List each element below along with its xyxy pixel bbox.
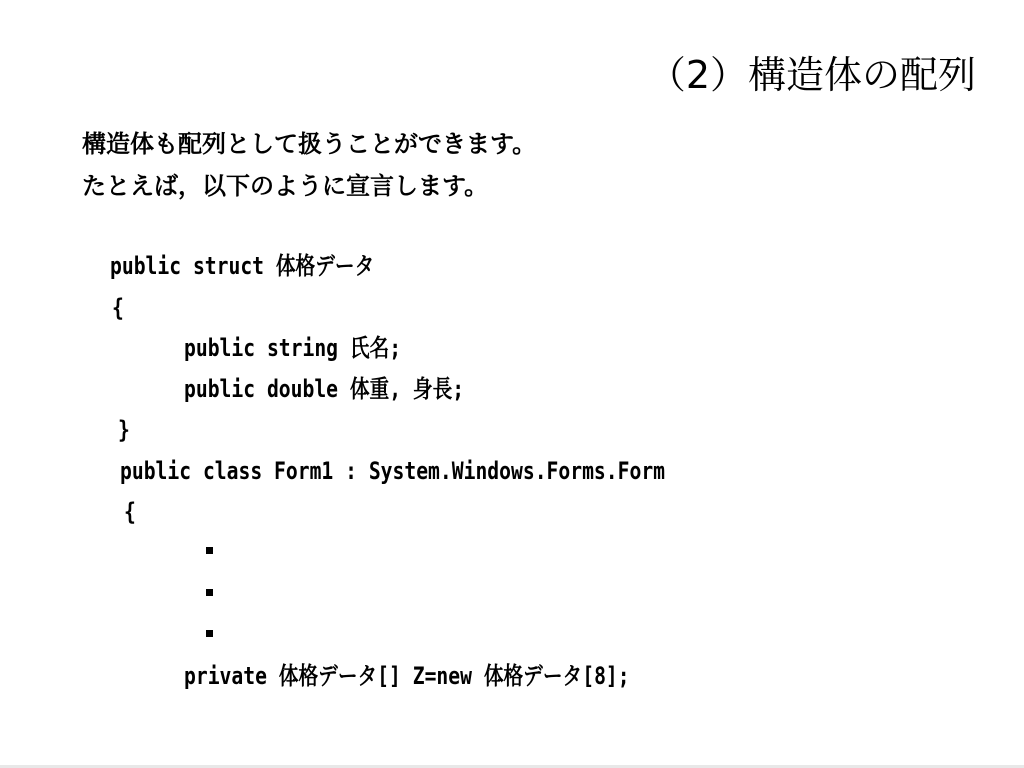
code-field-name: public string 氏名; bbox=[184, 334, 402, 362]
code-struct-declaration: public struct 体格データ bbox=[110, 252, 375, 280]
code-field-weight-height: public double 体重, 身長; bbox=[184, 375, 465, 403]
ellipsis-dot-1 bbox=[206, 547, 213, 554]
code-class-open-brace: { bbox=[124, 498, 136, 526]
ellipsis-dot-3 bbox=[206, 630, 213, 637]
code-array-declaration: private 体格データ[] Z=new 体格データ[8]; bbox=[184, 662, 630, 690]
code-close-brace: } bbox=[118, 416, 130, 444]
slide-title: （2）構造体の配列 bbox=[647, 53, 976, 97]
code-class-declaration: public class Form1 : System.Windows.Forms.Form bbox=[120, 457, 666, 485]
code-open-brace: { bbox=[112, 294, 124, 322]
intro-line-1: 構造体も配列として扱うことができます。 bbox=[82, 130, 537, 158]
ellipsis-dot-2 bbox=[206, 589, 213, 596]
intro-line-2: たとえば，以下のように宣言します。 bbox=[82, 172, 489, 200]
